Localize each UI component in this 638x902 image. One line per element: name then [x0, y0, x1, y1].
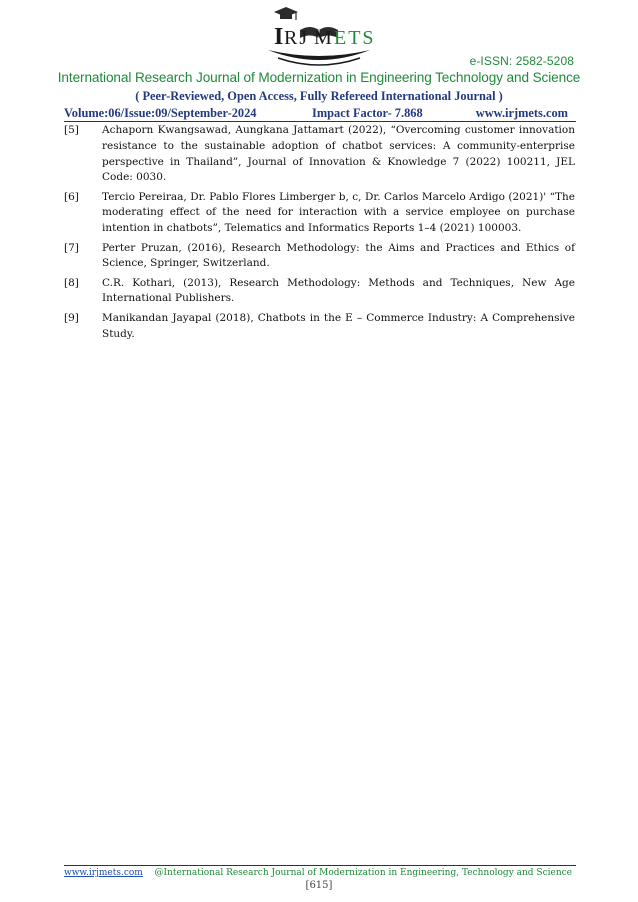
reference-text: Achaporn Kwangsawad, Aungkana Jattamart (2022), “Overcoming customer innovation resistance to the sustainable adoption of chatbot services: A community-enterprise perspective in Thailand”, Journal of Innovation & Knowledge 7 (2022) 100211, JEL Code: 0030. [102, 124, 575, 184]
journal-website: www.irjmets.com [475, 106, 568, 120]
footer-divider [64, 865, 576, 866]
svg-text:I: I [274, 24, 284, 50]
reference-item [64, 123, 575, 186]
reference-number: [6] [64, 190, 79, 203]
journal-subtitle: ( Peer-Reviewed, Open Access, Fully Refereed International Journal ) [135, 89, 503, 103]
reference-item [64, 276, 575, 308]
reference-text: Manikandan Jayapal (2018), Chatbots in the E – Commerce Industry: A Comprehensive Study. [102, 311, 575, 340]
header-divider [64, 121, 576, 122]
journal-info-row [64, 106, 572, 122]
issn: e-ISSN: 2582-5208 [469, 54, 574, 68]
reference-item [64, 190, 575, 237]
reference-text: Tercio Pereiraa, Dr. Pablo Flores Limberger b, c, Dr. Carlos Marcelo Ardigo (2021)' “The moderating effect of the need for interaction with a service employee on purchase intention in chatbots”, Telematics and Informatics Reports 1–4 (2021) 100003. [102, 190, 575, 235]
references-list [64, 123, 575, 346]
svg-text:M: M [314, 27, 332, 49]
reference-text: Perter Pruzan, (2016), Research Methodology: the Aims and Practices and Ethics of Science, Springer, Switzerland. [102, 241, 575, 270]
page-number: [615] [305, 880, 333, 891]
volume-info: Volume:06/Issue:09/September-2024 [64, 106, 257, 120]
reference-text: C.R. Kothari, (2013), Research Methodology: Methods and Techniques, New Age International Publishers. [102, 276, 575, 305]
svg-text:RJ: RJ [284, 27, 310, 49]
reference-number: [8] [64, 276, 79, 289]
footer-copyright: @International Research Journal of Modernization in Engineering, Technology and Science [154, 868, 572, 878]
reference-number: [5] [64, 124, 79, 136]
irjmets-logo [258, 6, 380, 70]
reference-number: [9] [64, 311, 79, 324]
svg-text:ETS: ETS [334, 27, 376, 49]
journal-title: International Research Journal of Modernization in Engineering Technology and Science [57, 70, 581, 85]
impact-factor: Impact Factor- 7.868 [312, 106, 423, 120]
reference-item [64, 241, 575, 273]
footer-website-link[interactable]: www.irjmets.com [64, 868, 143, 878]
reference-item [64, 311, 575, 343]
reference-number: [7] [64, 241, 79, 254]
